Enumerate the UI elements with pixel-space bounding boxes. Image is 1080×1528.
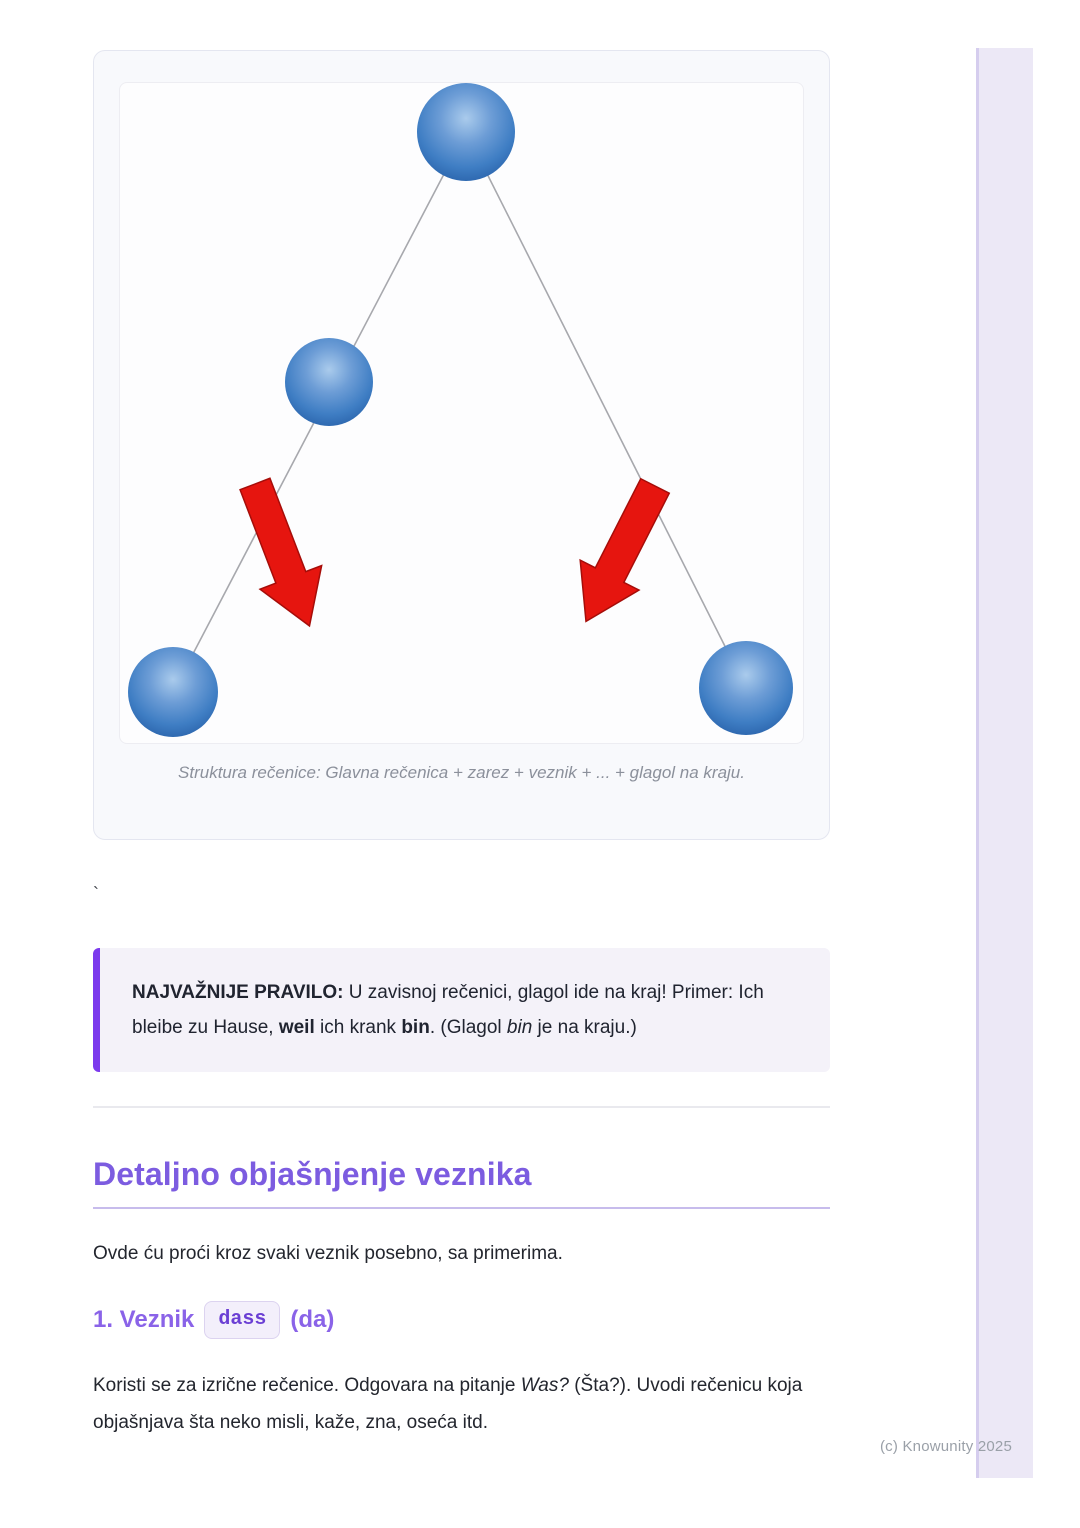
- subsection-heading: 1. Veznik dass (da): [93, 1301, 830, 1339]
- watermark: (c) Knowunity 2025: [879, 1438, 1012, 1455]
- section-divider: [93, 1106, 830, 1108]
- tree-node-bottom-left: [128, 647, 218, 737]
- red-arrow-left: [224, 472, 340, 638]
- content-column: [93, 0, 830, 1441]
- subsection-body: Koristi se za izrične rečenice. Odgovara na pitanje Was? (Šta?). Uvodi rečenicu koja objašnjava šta neko misli, kaže, zna, oseća itd.: [93, 1375, 803, 1433]
- right-rail: [976, 48, 1033, 1478]
- red-arrow-right: [557, 471, 685, 636]
- rule-callout: NAJVAŽNIJE PRAVILO: U zavisnoj rečenici, glagol ide na kraj! Primer: Ich bleibe zu Hause, weil ich krank bin. (Glagol bin je na kraju.): [93, 948, 830, 1072]
- tree-node-top: [417, 83, 515, 181]
- tree-node-bottom-right: [699, 641, 793, 735]
- figure-caption: Struktura rečenice: Glavna rečenica + zarez + veznik + ... + glagol na kraju.: [178, 763, 745, 782]
- tree-node-middle: [285, 338, 373, 426]
- figure-card: [93, 50, 830, 840]
- tree-diagram: [120, 83, 804, 744]
- section-intro: Ovde ću proći kroz svaki veznik posebno, sa primerima.: [93, 1243, 563, 1264]
- stray-backtick: `: [93, 884, 99, 904]
- section-heading: Detaljno objašnjenje veznika: [93, 1156, 830, 1209]
- figure-image-panel: [119, 82, 804, 744]
